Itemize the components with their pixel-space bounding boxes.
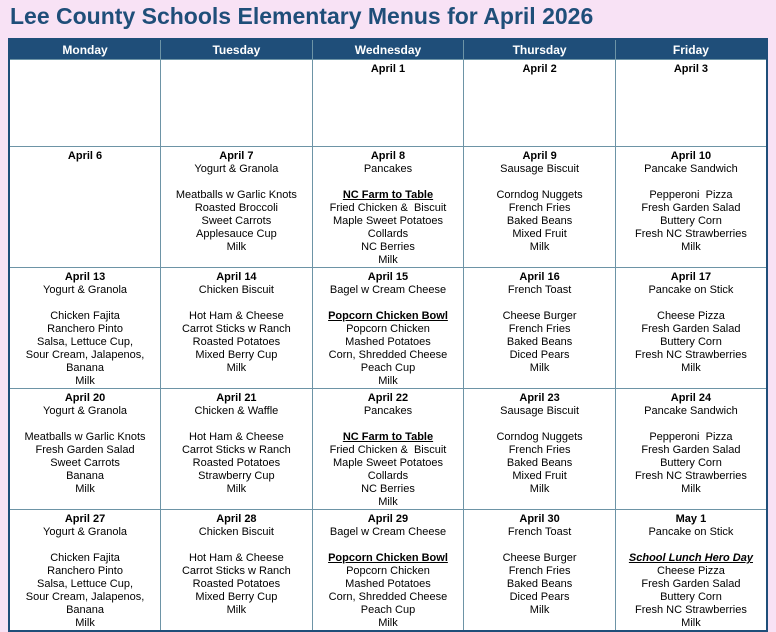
menu-line: Roasted Potatoes [192, 457, 281, 469]
menu-line: Milk [378, 496, 398, 508]
menu-line: Pancake Sandwich [644, 405, 738, 417]
menu-line: Chicken Biscuit [198, 526, 274, 538]
cell-date: April 20 [64, 392, 106, 404]
menu-line: Bagel w Cream Cheese [329, 284, 447, 296]
day-header-monday: Monday [9, 39, 161, 60]
menu-line: Peach Cup [360, 362, 416, 374]
day-header-wednesday: Wednesday [312, 39, 464, 60]
day-header-tuesday: Tuesday [161, 39, 313, 60]
menu-line: French Fries [508, 565, 571, 577]
menu-line: Milk [681, 362, 701, 374]
week-row [9, 60, 767, 147]
menu-line: Fresh NC Strawberries [635, 228, 747, 240]
cell-date: April 28 [216, 513, 257, 525]
menu-cell [464, 510, 616, 632]
menu-cell [464, 389, 616, 510]
menu-line [617, 418, 765, 431]
menu-line: Milk [681, 617, 701, 629]
menu-line: Milk [378, 617, 398, 629]
menu-cell [9, 147, 161, 268]
menu-line: Milk [529, 604, 550, 616]
menu-line: Fresh Garden Salad [641, 202, 741, 214]
menu-line: Mixed Berry Cup [195, 349, 278, 361]
menu-line: Sweet Carrots [201, 215, 272, 227]
menu-line: Milk [529, 241, 550, 253]
menu-cell [9, 268, 161, 389]
menu-line: Pancake on Stick [648, 526, 734, 538]
menu-line: Fresh Garden Salad [35, 444, 135, 456]
menu-line: Applesauce Cup [196, 228, 277, 240]
week-row [9, 268, 767, 389]
cell-date: April 15 [367, 271, 409, 283]
menu-line: Buttery Corn [660, 457, 722, 469]
menu-cell [615, 147, 767, 268]
menu-cell [312, 268, 464, 389]
menu-line [617, 176, 765, 189]
menu-line: Meatballs w Garlic Knots [175, 189, 297, 201]
menu-line: Popcorn Chicken [346, 565, 430, 577]
cell-date: April 1 [370, 63, 406, 75]
menu-line: French Fries [508, 202, 571, 214]
menu-line: Fried Chicken & Biscuit [329, 444, 447, 456]
menu-line: Collards [367, 228, 409, 240]
menu-line: French Fries [508, 323, 571, 335]
menu-line [314, 176, 463, 189]
menu-line: Meatballs w Garlic Knots [24, 431, 146, 443]
menu-line [465, 539, 614, 552]
menu-cell [161, 510, 313, 632]
menu-line: French Toast [507, 526, 572, 538]
cell-date: April 22 [367, 392, 409, 404]
menu-line: Corndog Nuggets [496, 431, 583, 443]
menu-line: Salsa, Lettuce Cup, [37, 578, 134, 590]
menu-line: Carrot Sticks w Ranch [181, 565, 291, 577]
menu-line: Bagel w Cream Cheese [329, 526, 447, 538]
menu-line: Milk [378, 375, 398, 387]
menu-line: Pancake Sandwich [644, 163, 738, 175]
menu-line: Roasted Broccoli [194, 202, 278, 214]
menu-line: Pepperoni Pizza [649, 189, 733, 201]
week-row [9, 510, 767, 632]
cell-date: April 13 [64, 271, 106, 283]
menu-line: Cheese Burger [502, 552, 577, 564]
menu-line: Diced Pears [509, 591, 570, 603]
menu-line: Pepperoni Pizza [649, 431, 733, 443]
menu-line: Maple Sweet Potatoes [332, 457, 444, 469]
menu-cell [161, 389, 313, 510]
menu-line: French Fries [508, 444, 571, 456]
cell-date: April 6 [67, 150, 103, 162]
menu-line: Diced Pears [509, 349, 570, 361]
menu-cell [161, 268, 313, 389]
menu-line: Sausage Biscuit [500, 163, 580, 175]
menu-line: Milk [226, 362, 247, 374]
menu-line: Cheese Pizza [657, 565, 725, 577]
menu-line: Carrot Sticks w Ranch [181, 444, 291, 456]
cell-date: April 23 [519, 392, 560, 404]
menu-line: Milk [226, 604, 247, 616]
menu-line: Mashed Potatoes [345, 578, 431, 590]
menu-line: Pancakes [363, 163, 413, 175]
menu-line: Yogurt & Granola [43, 405, 128, 417]
menu-line: Baked Beans [506, 336, 573, 348]
menu-line: Cheese Pizza [657, 310, 725, 322]
menu-cell [9, 60, 161, 147]
menu-line: Milk [378, 254, 398, 266]
menu-line [617, 297, 765, 310]
menu-line: Sausage Biscuit [500, 405, 580, 417]
menu-line: Chicken Biscuit [198, 284, 274, 296]
cell-date: April 10 [670, 150, 712, 162]
cell-date: May 1 [675, 513, 707, 525]
menu-line: Baked Beans [506, 215, 573, 227]
menu-line: Sour Cream, Jalapenos, [25, 591, 145, 603]
menu-calendar-table [8, 38, 768, 632]
menu-line [162, 297, 311, 310]
menu-line: Chicken Fajita [50, 310, 120, 322]
menu-cell [312, 147, 464, 268]
menu-cell [464, 60, 616, 147]
menu-line: Yogurt & Granola [194, 163, 279, 175]
menu-line: Corn, Shredded Cheese [328, 349, 448, 361]
cell-date: April 8 [370, 150, 406, 162]
menu-line: Popcorn Chicken [346, 323, 430, 335]
menu-line: Peach Cup [360, 604, 416, 616]
menu-line [465, 297, 614, 310]
menu-line: Chicken Fajita [50, 552, 120, 564]
cell-date: April 27 [64, 513, 106, 525]
menu-line: Fresh Garden Salad [641, 323, 741, 335]
menu-line: Ranchero Pinto [47, 565, 123, 577]
menu-line: Fresh Garden Salad [641, 578, 741, 590]
menu-cell [9, 389, 161, 510]
menu-line: Pancakes [363, 405, 413, 417]
menu-line: Ranchero Pinto [47, 323, 123, 335]
menu-line: Baked Beans [506, 457, 573, 469]
menu-cell [312, 389, 464, 510]
menu-special-line: NC Farm to Table [342, 189, 434, 201]
menu-line: NC Berries [361, 241, 415, 253]
menu-line [465, 176, 614, 189]
menu-line [11, 297, 159, 310]
calendar-body [9, 60, 767, 632]
menu-line: Yogurt & Granola [43, 284, 128, 296]
menu-line: Buttery Corn [660, 336, 722, 348]
menu-line: Buttery Corn [660, 591, 722, 603]
menu-line: Sour Cream, Jalapenos, [25, 349, 145, 361]
menu-line: Hot Ham & Cheese [189, 310, 284, 322]
cell-date: April 3 [673, 63, 709, 75]
menu-line: Cheese Burger [502, 310, 577, 322]
cell-date: April 16 [519, 271, 560, 283]
menu-line: Fresh NC Strawberries [635, 604, 747, 616]
menu-line: Buttery Corn [660, 215, 722, 227]
menu-line: Corndog Nuggets [496, 189, 583, 201]
menu-line: Sweet Carrots [50, 457, 120, 469]
menu-line: Milk [529, 362, 550, 374]
menu-line: Yogurt & Granola [43, 526, 128, 538]
menu-cell [312, 510, 464, 632]
menu-line [162, 176, 311, 189]
menu-line [617, 539, 765, 552]
menu-line: Mixed Fruit [512, 470, 567, 482]
menu-cell [615, 389, 767, 510]
menu-line: Milk [75, 375, 95, 387]
cell-date: April 14 [216, 271, 257, 283]
menu-line: Mixed Berry Cup [195, 591, 278, 603]
menu-cell [161, 147, 313, 268]
menu-line: Fresh NC Strawberries [635, 470, 747, 482]
page-title: Lee County Schools Elementary Menus for April 2026 [10, 3, 594, 29]
cell-date: April 24 [670, 392, 712, 404]
menu-line: Banana [66, 604, 105, 616]
menu-line: Hot Ham & Cheese [189, 431, 284, 443]
menu-line [11, 418, 159, 431]
cell-date: April 21 [216, 392, 257, 404]
week-row [9, 147, 767, 268]
menu-special-line: Popcorn Chicken Bowl [328, 310, 448, 322]
menu-special-line: Popcorn Chicken Bowl [328, 552, 448, 564]
menu-line: Collards [367, 470, 409, 482]
menu-line: Fresh Garden Salad [641, 444, 741, 456]
menu-line: Baked Beans [506, 578, 573, 590]
menu-cell [312, 60, 464, 147]
menu-line: Salsa, Lettuce Cup, [37, 336, 134, 348]
cell-date: April 9 [522, 150, 557, 162]
menu-special-line: School Lunch Hero Day [628, 552, 753, 564]
menu-line: Maple Sweet Potatoes [332, 215, 444, 227]
day-header-friday: Friday [615, 39, 767, 60]
menu-special-line: NC Farm to Table [342, 431, 434, 443]
calendar-header [9, 39, 767, 60]
menu-line: Carrot Sticks w Ranch [181, 323, 291, 335]
menu-cell [615, 510, 767, 632]
menu-line [314, 418, 463, 431]
menu-line: Roasted Potatoes [192, 578, 281, 590]
menu-line: Mixed Fruit [512, 228, 567, 240]
menu-line: Chicken & Waffle [194, 405, 279, 417]
menu-line: Hot Ham & Cheese [189, 552, 284, 564]
menu-line: Roasted Potatoes [192, 336, 281, 348]
menu-line [11, 539, 159, 552]
menu-cell [615, 268, 767, 389]
menu-line: Milk [226, 241, 247, 253]
menu-cell [615, 60, 767, 147]
menu-line: Banana [66, 362, 105, 374]
menu-line: Pancake on Stick [648, 284, 734, 296]
day-header-row [9, 39, 767, 60]
cell-date: April 17 [670, 271, 712, 283]
menu-cell [464, 147, 616, 268]
menu-cell [161, 60, 313, 147]
menu-line: Strawberry Cup [198, 470, 275, 482]
menu-line: Milk [681, 483, 701, 495]
menu-line [162, 539, 311, 552]
menu-line: Milk [681, 241, 701, 253]
menu-line: Fried Chicken & Biscuit [329, 202, 447, 214]
week-row [9, 389, 767, 510]
menu-cell [9, 510, 161, 632]
day-header-thursday: Thursday [464, 39, 616, 60]
menu-line: Mashed Potatoes [345, 336, 431, 348]
menu-line: Fresh NC Strawberries [635, 349, 747, 361]
cell-date: April 7 [219, 150, 254, 162]
menu-line [314, 539, 463, 552]
cell-date: April 30 [519, 513, 560, 525]
menu-line: Milk [75, 617, 95, 629]
menu-line: NC Berries [361, 483, 415, 495]
menu-line [162, 418, 311, 431]
menu-line: Banana [66, 470, 105, 482]
cell-date: April 29 [367, 513, 409, 525]
menu-line: Milk [75, 483, 95, 495]
menu-line: Milk [226, 483, 247, 495]
menu-line: Milk [529, 483, 550, 495]
menu-cell [464, 268, 616, 389]
menu-line [465, 418, 614, 431]
menu-line [314, 297, 463, 310]
menu-line: French Toast [507, 284, 572, 296]
cell-date: April 2 [522, 63, 557, 75]
menu-line: Corn, Shredded Cheese [328, 591, 448, 603]
